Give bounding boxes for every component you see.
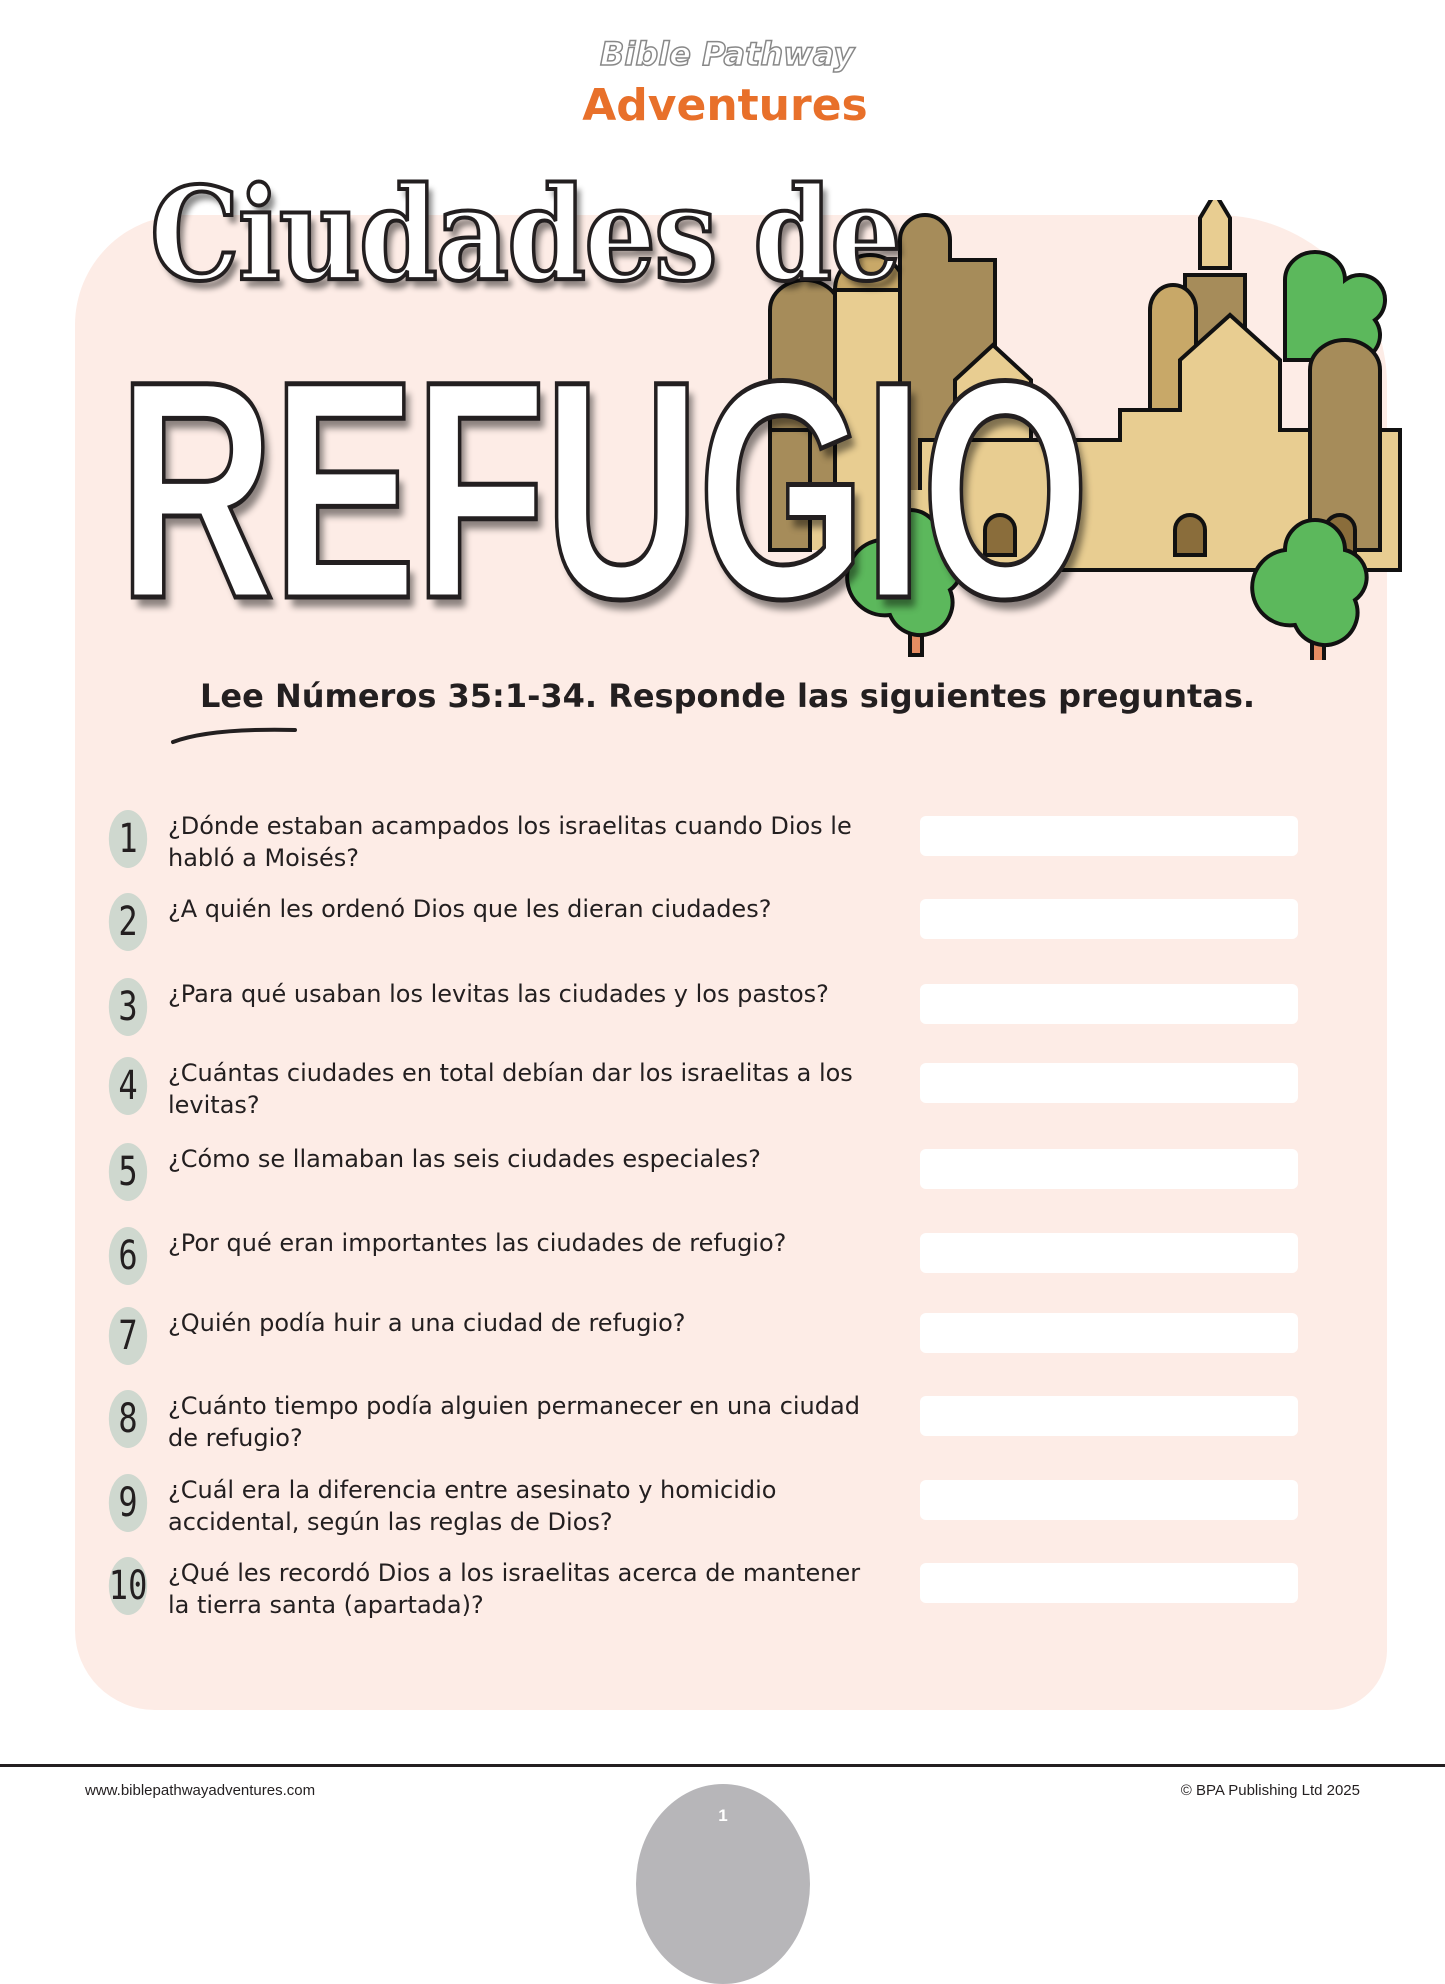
answer-field[interactable] xyxy=(920,1396,1298,1436)
logo-line2: Adventures xyxy=(582,80,868,131)
question-text: ¿Dónde estaban acampados los israelitas cuando Dios le habló a Moisés? xyxy=(168,812,852,872)
instruction-text: Lee Números 35:1-34. Responde las siguientes preguntas. xyxy=(200,677,1256,715)
question-row xyxy=(100,978,1350,1048)
question-row xyxy=(100,1057,1350,1127)
question-text: ¿Por qué eran importantes las ciudades de refugio? xyxy=(168,1229,787,1257)
question-number: 4 xyxy=(109,1057,147,1115)
answer-field[interactable] xyxy=(920,816,1298,856)
footer-copyright: © BPA Publishing Ltd 2025 xyxy=(1180,1782,1360,1799)
question-text: ¿Qué les recordó Dios a los israelitas acerca de mantener la tierra santa (apartada)? xyxy=(168,1559,861,1619)
question-number: 10 xyxy=(109,1557,147,1615)
question-text: ¿Cuál era la diferencia entre asesinato y homicidio accidental, según las reglas de Dios? xyxy=(168,1476,777,1536)
swoosh-underline xyxy=(170,720,310,750)
question-row xyxy=(100,1227,1350,1297)
answer-field[interactable] xyxy=(920,1149,1298,1189)
answer-field[interactable] xyxy=(920,1313,1298,1353)
question-number: 6 xyxy=(109,1227,147,1285)
question-text: ¿A quién les ordenó Dios que les dieran ciudades? xyxy=(168,895,772,923)
question-row xyxy=(100,1474,1350,1544)
question-number: 7 xyxy=(109,1307,147,1365)
logo-line1: Bible Pathway xyxy=(600,35,855,73)
question-row xyxy=(100,893,1350,963)
question-number: 8 xyxy=(109,1390,147,1448)
question-row xyxy=(100,810,1350,880)
answer-field[interactable] xyxy=(920,1063,1298,1103)
question-number: 9 xyxy=(109,1474,147,1532)
footer-website[interactable]: www.biblepathwayadventures.com xyxy=(85,1782,316,1799)
question-row xyxy=(100,1557,1350,1627)
question-row xyxy=(100,1143,1350,1213)
question-number: 3 xyxy=(109,978,147,1036)
question-text: ¿Quién podía huir a una ciudad de refugio? xyxy=(168,1309,686,1337)
question-number: 5 xyxy=(109,1143,147,1201)
answer-field[interactable] xyxy=(920,899,1298,939)
question-number: 2 xyxy=(109,893,147,951)
title-line1: Ciudades de xyxy=(150,160,901,310)
question-text: ¿Para qué usaban los levitas las ciudades y los pastos? xyxy=(168,980,829,1008)
page-number: 1 xyxy=(636,1784,810,1984)
question-text: ¿Cómo se llamaban las seis ciudades especiales? xyxy=(168,1145,761,1173)
answer-field[interactable] xyxy=(920,1233,1298,1273)
answer-field[interactable] xyxy=(920,984,1298,1024)
question-text: ¿Cuánto tiempo podía alguien permanecer en una ciudad de refugio? xyxy=(168,1392,860,1452)
answer-field[interactable] xyxy=(920,1480,1298,1520)
answer-field[interactable] xyxy=(920,1563,1298,1603)
footer-divider xyxy=(0,1764,1445,1767)
title-line2: REFUGIO xyxy=(118,316,1087,663)
question-number: 1 xyxy=(109,810,147,868)
question-row xyxy=(100,1307,1350,1377)
question-row xyxy=(100,1390,1350,1460)
question-text: ¿Cuántas ciudades en total debían dar los israelitas a los levitas? xyxy=(168,1059,853,1119)
